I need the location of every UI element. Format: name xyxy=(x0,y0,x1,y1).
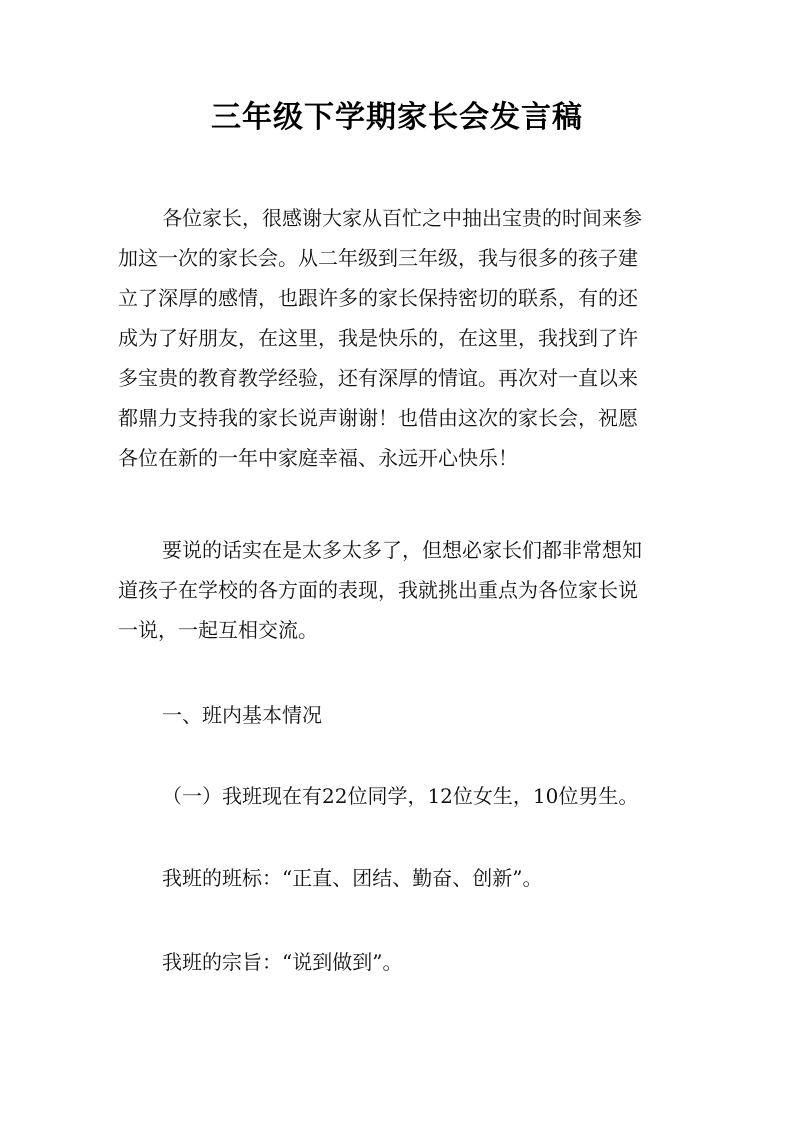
paragraph-line: 立了深厚的感情，也跟许多的家长保持密切的联系，有的还 xyxy=(118,286,638,310)
document-title: 三年级下学期家长会发言稿 xyxy=(211,100,583,135)
paragraph-line: 加这一次的家长会。从二年级到三年级，我与很多的孩子建 xyxy=(118,246,638,270)
class-aim: 我班的宗旨：“说到做到”。 xyxy=(162,950,403,974)
subsection-class-size: （一）我班现在有22位同学，12位女生，10位男生。 xyxy=(162,784,639,808)
paragraph-line: 各位在新的一年中家庭幸福、永远开心快乐！ xyxy=(118,446,518,470)
section-heading: 一、班内基本情况 xyxy=(162,703,322,727)
paragraph-line: 道孩子在学校的各方面的表现，我就挑出重点为各位家长说 xyxy=(118,578,638,602)
paragraph-line: 成为了好朋友，在这里，我是快乐的，在这里，我找到了许 xyxy=(118,326,638,350)
paragraph-line: 要说的话实在是太多太多了，但想必家长们都非常想知 xyxy=(162,538,642,562)
paragraph-line: 多宝贵的教育教学经验，还有深厚的情谊。再次对一直以来 xyxy=(118,366,638,390)
paragraph-intro xyxy=(118,530,678,650)
paragraph-line: 一说，一起互相交流。 xyxy=(118,618,318,642)
class-motto: 我班的班标：“正直、团结、勤奋、创新”。 xyxy=(162,866,543,890)
paragraph-line: 各位家长，很感谢大家从百忙之中抽出宝贵的时间来参 xyxy=(162,206,642,230)
paragraph-greeting xyxy=(118,198,678,478)
paragraph-line: 都鼎力支持我的家长说声谢谢！也借由这次的家长会，祝愿 xyxy=(118,406,638,430)
